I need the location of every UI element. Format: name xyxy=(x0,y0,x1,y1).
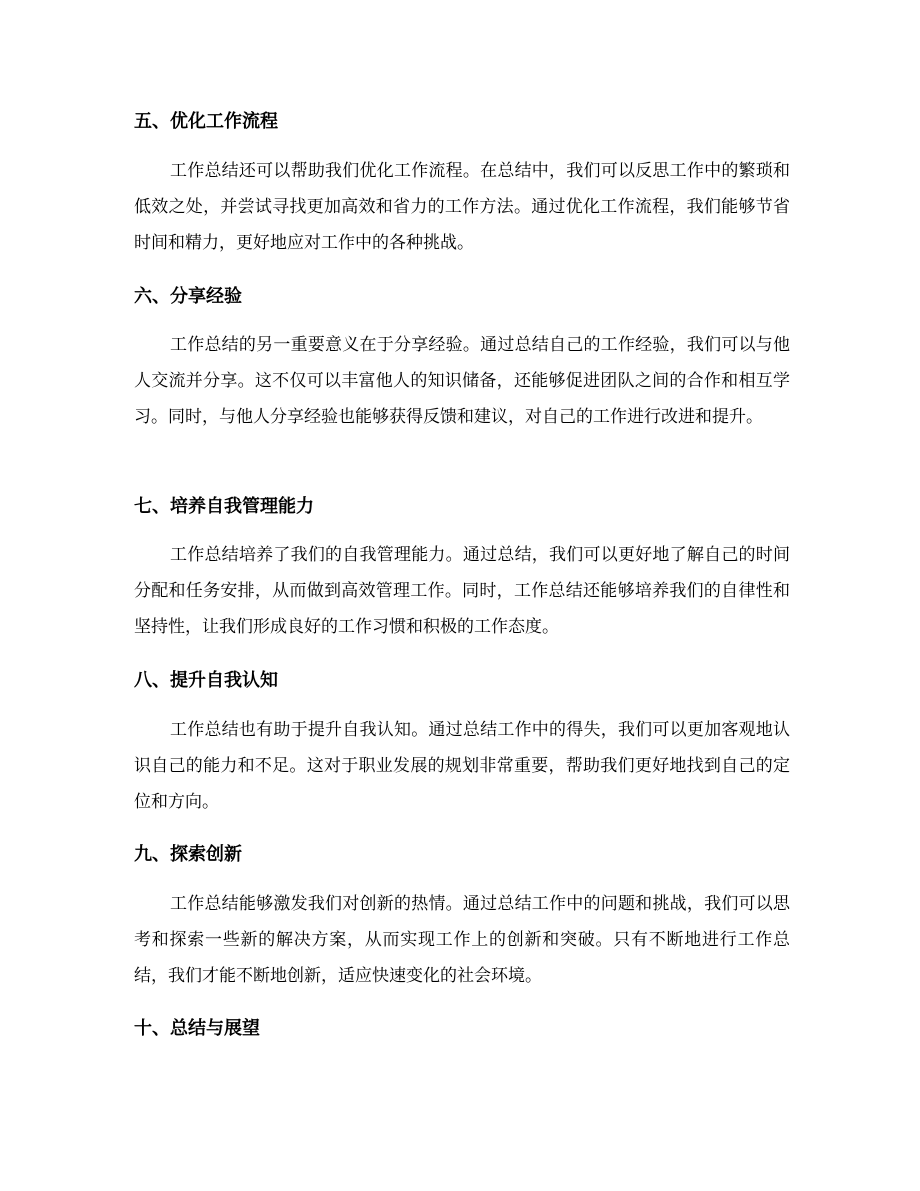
section-heading-7: 七、培养自我管理能力 xyxy=(134,496,314,517)
section-body-5: 工作总结还可以帮助我们优化工作流程。在总结中，我们可以反思工作中的繁琐和低效之处，并尝试寻找更加高效和省力的工作方法。通过优化工作流程，我们能够节省时间和精力，更好地应对工作中的各种挑战。 xyxy=(134,161,790,253)
section-heading-8: 八、提升自我认知 xyxy=(134,670,278,691)
section-heading-6: 六、分享经验 xyxy=(134,286,242,307)
section-heading-5: 五、优化工作流程 xyxy=(134,111,278,132)
section-body-6: 工作总结的另一重要意义在于分享经验。通过总结自己的工作经验，我们可以与他人交流并分享。这不仅可以丰富他人的知识储备，还能够促进团队之间的合作和相互学习。同时，与他人分享经验也能够获得反馈和建议，对自己的工作进行改进和提升。 xyxy=(134,335,790,427)
section-heading-9: 九、探索创新 xyxy=(134,844,242,865)
section-heading-10: 十、总结与展望 xyxy=(134,1018,260,1039)
section-body-7: 工作总结培养了我们的自我管理能力。通过总结，我们可以更好地了解自己的时间分配和任务安排，从而做到高效管理工作。同时，工作总结还能够培养我们的自律性和坚持性，让我们形成良好的工作习惯和积极的工作态度。 xyxy=(134,545,790,637)
section-body-8: 工作总结也有助于提升自我认知。通过总结工作中的得失，我们可以更加客观地认识自己的能力和不足。这对于职业发展的规划非常重要，帮助我们更好地找到自己的定位和方向。 xyxy=(134,720,790,812)
section-body-9: 工作总结能够激发我们对创新的热情。通过总结工作中的问题和挑战，我们可以思考和探索一些新的解决方案，从而实现工作上的创新和突破。只有不断地进行工作总结，我们才能不断地创新，适应快速变化的社会环境。 xyxy=(134,894,790,986)
